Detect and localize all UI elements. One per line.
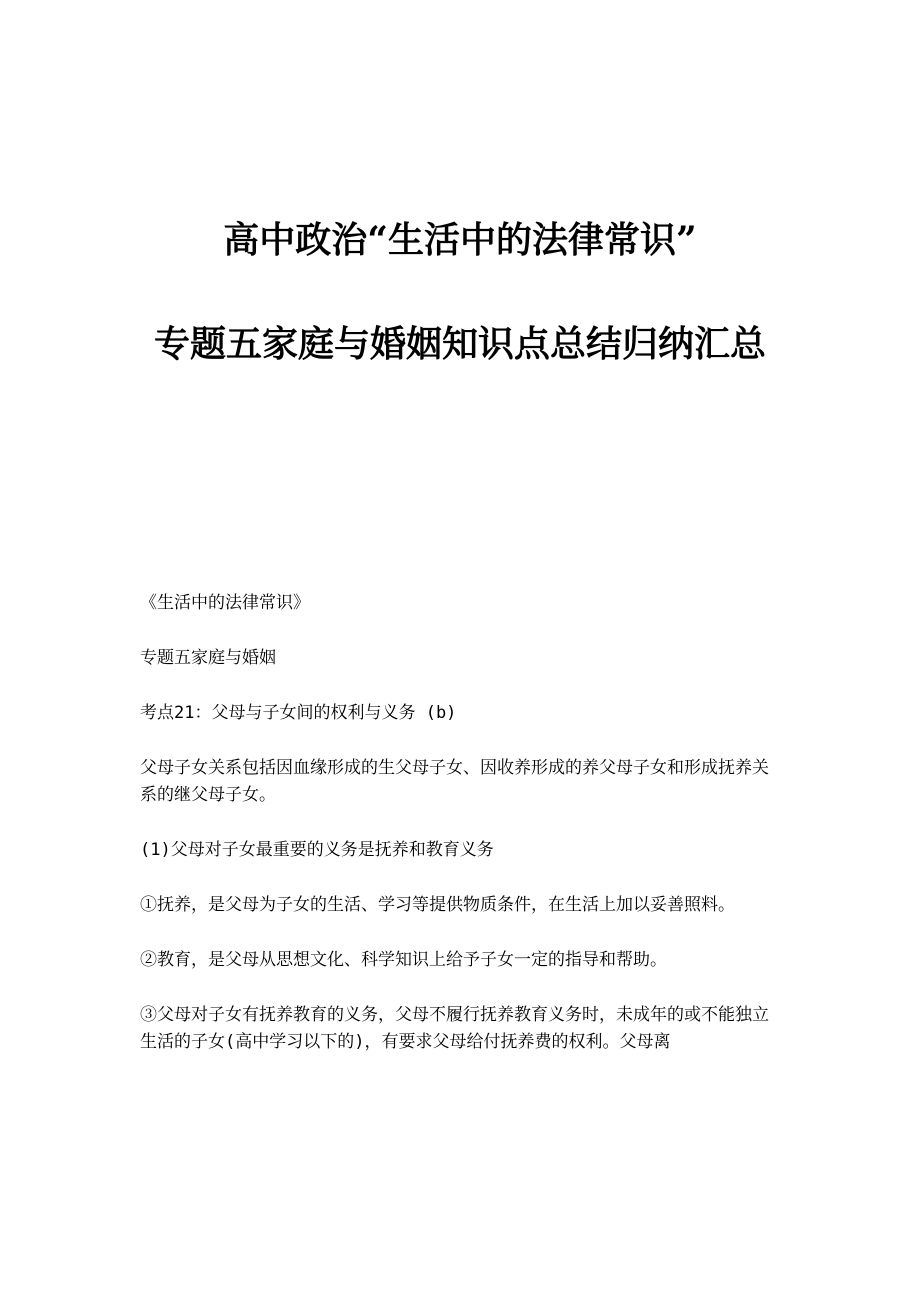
book-title: 《生活中的法律常识》 <box>140 593 310 613</box>
document-body <box>140 590 780 1084</box>
document-title-line-2: 专题五家庭与婚姻知识点总结归纳汇总 <box>153 323 766 365</box>
paragraph-parent-child-relations: 父母子女关系包括因血缘形成的生父母子女、因收养形成的养父母子女和形成抚养关系的继父母子女。 <box>140 758 769 805</box>
paragraph-raising: ①抚养，是父母为子女的生活、学习等提供物质条件，在生活上加以妥善照料。 <box>140 895 735 915</box>
paragraph-support-obligation: ③父母对子女有抚养教育的义务，父母不履行抚养教育义务时，未成年的或不能独立生活的子女(高中学习以下的)，有要求父母给付抚养费的权利。父母离 <box>140 1005 769 1052</box>
paragraph-education: ②教育，是父母从思想文化、科学知识上给予子女一定的指导和帮助。 <box>140 950 667 970</box>
exam-point-heading: 考点21：父母与子女间的权利与义务 (b) <box>140 703 457 723</box>
paragraph-main-duties: (1)父母对子女最重要的义务是抚养和教育义务 <box>140 840 494 860</box>
document-title-line-1: 高中政治“生活中的法律常识” <box>223 219 697 261</box>
topic-heading: 专题五家庭与婚姻 <box>140 648 276 668</box>
